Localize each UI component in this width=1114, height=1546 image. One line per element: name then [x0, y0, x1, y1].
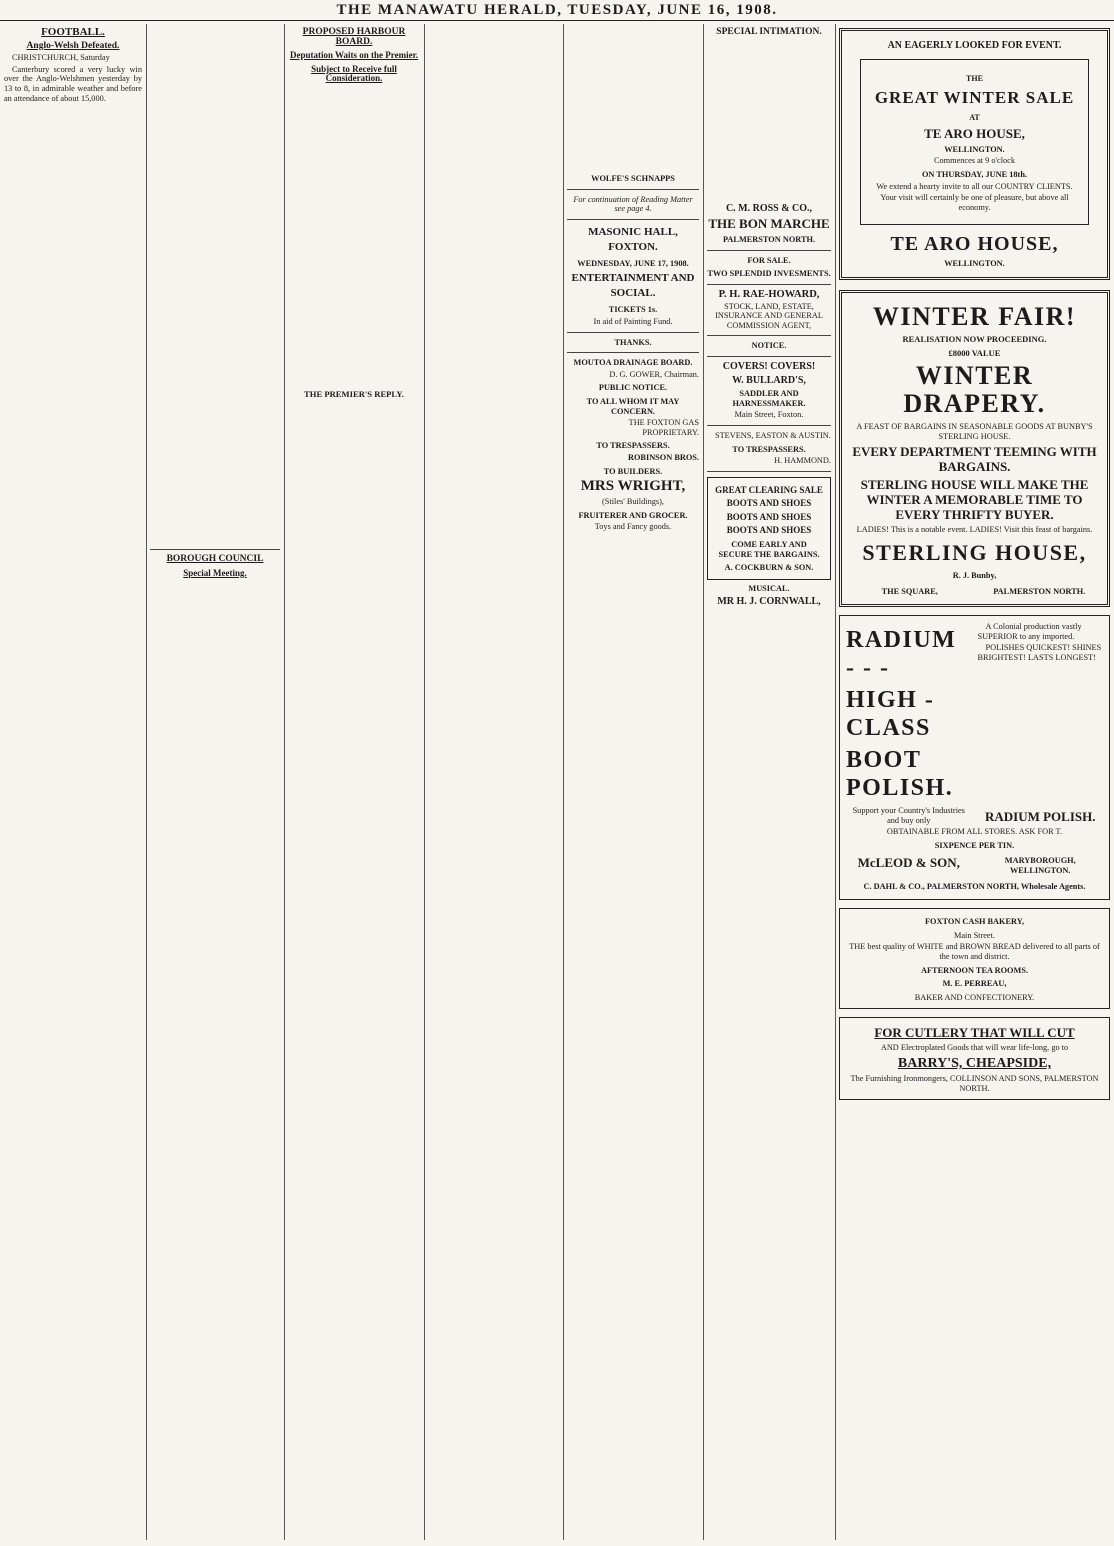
hammond-signoff: H. HAMMOND.: [774, 456, 831, 466]
divider: [150, 549, 280, 550]
te-aro-title: TE ARO HOUSE,: [924, 125, 1025, 141]
sterling-make: STERLING HOUSE WILL MAKE THE WINTER A MEMORABLE TIME TO EVERY THRIFTY BUYER.: [860, 477, 1089, 523]
column-rule: [835, 24, 836, 1540]
bullard-heading: W. BULLARD'S,: [732, 374, 806, 386]
te-aro-footer: TE ARO HOUSE,: [890, 233, 1059, 256]
barrys-title: BARRY'S, CHEAPSIDE,: [897, 1056, 1052, 1071]
aid-note: In aid of Painting Fund.: [593, 316, 673, 326]
maryborough: MARYBOROUGH, WELLINGTON.: [1004, 856, 1076, 876]
rae-heading: P. H. RAE-HOWARD,: [718, 288, 820, 300]
realisation: REALISATION NOW PROCEEDING.: [902, 333, 1047, 344]
subhead: Special Meeting.: [183, 567, 247, 578]
special-intimation: SPECIAL INTIMATION.: [716, 27, 822, 37]
investments: TWO SPLENDID INVESMENTS.: [707, 269, 831, 279]
radium-polish: RADIUM POLISH.: [984, 809, 1096, 825]
square: THE SQUARE,: [881, 586, 938, 596]
obtainable-line: OBTAINABLE FROM ALL STORES. ASK FOR T.: [886, 827, 1063, 837]
hall-heading: MASONIC HALL, FOXTON.: [588, 225, 678, 253]
eagerly-heading: AN EAGERLY LOOKED FOR EVENT.: [887, 40, 1062, 51]
electro-line: AND Electroplated Goods that will wear life-long, go to: [880, 1043, 1069, 1053]
musical-heading: MUSICAL.: [748, 583, 790, 593]
column-rule: [563, 24, 564, 1540]
cornwall-heading: MR H. J. CORNWALL,: [717, 596, 821, 608]
covers-heading: COVERS! COVERS!: [722, 360, 816, 372]
subhead: THE PREMIER'S REPLY.: [304, 388, 404, 399]
column-football: [4, 24, 142, 1540]
boots-line: BOOTS AND SHOES: [726, 511, 812, 522]
commences: Commences at 9 o'clock: [934, 156, 1015, 166]
cutlery-title: FOR CUTLERY THAT WILL CUT: [874, 1025, 1075, 1041]
te-aro-ad: [839, 28, 1110, 280]
winter-fair-ad: [839, 290, 1110, 607]
bakery-text: THE best quality of WHITE and BROWN BREAD delivered to all parts of the town and district.: [849, 942, 1100, 962]
dahl-line: C. DAHL & CO., PALMERSTON NORTH, Wholesale Agents.: [863, 881, 1086, 891]
masthead: THE MANAWATU HERALD, TUESDAY, JUNE 16, 1908.: [0, 0, 1114, 21]
fruiterer-heading: FRUITERER AND GROCER.: [578, 510, 688, 520]
ad-wolfe: WOLFE'S SCHNAPPS: [591, 174, 675, 183]
column-rule: [703, 24, 704, 1540]
continuation-note: For continuation of Reading Matter see page 4.: [573, 194, 693, 214]
palmerston: PALMERSTON NORTH.: [993, 586, 1086, 596]
toys-line: Toys and Fancy goods.: [594, 522, 672, 532]
section-heading: FOOTBALL.: [41, 26, 105, 38]
concern-heading: TO ALL WHOM IT MAY CONCERN.: [586, 396, 680, 416]
ironmongers-line: The Furnishing Ironmongers, COLLINSON AND SONS, PALMERSTON NORTH.: [850, 1074, 1099, 1093]
column-council: [150, 24, 280, 1540]
event-date: WEDNESDAY, JUNE 17, 1908.: [577, 258, 689, 268]
boot-polish-title: BOOT POLISH.: [846, 747, 954, 802]
sixpence-line: SIXPENCE PER TIN.: [934, 840, 1015, 850]
deck: Deputation Waits on the Premier.: [289, 50, 419, 61]
clearing-sale-ad: [707, 477, 831, 580]
perreau-title: M. E. PERREAU,: [942, 979, 1007, 989]
great-winter-sale: GREAT WINTER SALE: [874, 88, 1075, 108]
radium-ad: [839, 615, 1110, 900]
deck: Subject to Receive full Consideration.: [311, 63, 397, 84]
cockburn-signoff: A. COCKBURN & SON.: [724, 563, 814, 573]
visit: Your visit will certainly be one of pleasure, but above all economy.: [880, 193, 1069, 212]
come-early: COME EARLY AND SECURE THE BARGAINS.: [718, 540, 820, 559]
bon-marche: THE BON MARCHE: [708, 216, 830, 232]
radium-title: RADIUM - - -: [846, 627, 957, 682]
column-harbour: [288, 24, 420, 1540]
invite: We extend a hearty invite to all our COUNTRY CLIENTS.: [876, 181, 1073, 191]
perreau-sub: BAKER AND CONFECTIONERY.: [914, 992, 1035, 1002]
lead-paragraph: Canterbury scored a very lucky win over the Anglo-Welshmen yesterday by 13 to 8, in admirable weather and before an attendance of about 15,000.: [4, 64, 142, 103]
wellington: WELLINGTON.: [944, 259, 1005, 269]
builders-heading: TO BUILDERS.: [603, 466, 663, 476]
trespass-heading: TO TRESPASSERS.: [596, 441, 670, 451]
clearing-title: GREAT CLEARING SALE: [715, 484, 823, 495]
drainage-signoff: D. G. GOWER, Chairman.: [609, 369, 699, 379]
the-label: THE: [966, 73, 983, 83]
winter-fair-title: WINTER FAIR!: [872, 301, 1077, 331]
sterling-house-title: STERLING HOUSE,: [862, 539, 1087, 565]
column-rule: [146, 24, 147, 1540]
bakery-street: Main Street.: [953, 930, 995, 940]
mcleod-title: McLEOD & SON,: [857, 855, 960, 871]
wellington: WELLINGTON.: [944, 144, 1005, 154]
teeming-line: EVERY DEPARTMENT TEEMING WITH BARGAINS.: [852, 444, 1097, 475]
rae-sub: STOCK, LAND, ESTATE, INSURANCE AND GENERAL COMMISSION AGENT,: [715, 301, 823, 330]
column-ads-a: [707, 24, 831, 1540]
column-notices: [567, 24, 699, 1540]
headline: BOROUGH COUNCIL: [166, 554, 264, 564]
te-aro-inner: [860, 59, 1089, 226]
column-ads-b: [839, 24, 1110, 1540]
saddler: SADDLER AND HARNESSMAKER.: [732, 389, 806, 408]
support-line: Support your Country's Industries and buy only: [852, 806, 965, 825]
ross-heading: C. M. ROSS & CO.,: [725, 202, 813, 214]
entertainment-heading: ENTERTAINMENT AND SOCIAL.: [571, 272, 695, 300]
tickets: TICKETS 1s.: [608, 305, 658, 315]
bullard-address: Main Street, Foxton.: [734, 410, 804, 420]
for-sale: FOR SALE.: [747, 255, 791, 265]
ladies-line: LADIES! This is a notable event. LADIES! Visit this feast of bargains.: [856, 525, 1093, 535]
bunby: R. J. Bunby,: [952, 570, 997, 580]
bakery-ad: [839, 908, 1110, 1009]
wright-heading: MRS WRIGHT,: [580, 478, 686, 495]
thursday: ON THURSDAY, JUNE 18th.: [921, 169, 1028, 179]
palmerston: PALMERSTON NORTH.: [722, 235, 816, 245]
at-label: AT: [969, 113, 980, 123]
tea-rooms: AFTERNOON TEA ROOMS.: [920, 965, 1029, 975]
stevens-signoff: STEVENS, EASTON & AUSTIN.: [715, 430, 831, 440]
trespassers-heading: TO TRESPASSERS.: [732, 444, 806, 454]
headline: PROPOSED HARBOUR BOARD.: [302, 27, 406, 47]
column-rule: [284, 24, 285, 1540]
thanks-heading: THANKS.: [614, 337, 652, 347]
trespass-signoff: ROBINSON BROS.: [627, 452, 699, 462]
notice-heading: NOTICE.: [751, 341, 787, 351]
gas-signoff: THE FOXTON GAS PROPRIETARY.: [628, 418, 699, 437]
drainage-heading: MOUTOA DRAINAGE BOARD.: [573, 358, 693, 368]
high-class-title: HIGH - CLASS: [846, 687, 935, 742]
notice-heading: PUBLIC NOTICE.: [598, 383, 668, 393]
colonial-line: A Colonial production vastly SUPERIOR to any imported.: [977, 622, 1082, 641]
dateline: CHRISTCHURCH, Saturday: [12, 53, 110, 63]
bakery-title: FOXTON CASH BAKERY,: [924, 917, 1025, 927]
winter-drapery-title: WINTER DRAPERY.: [903, 361, 1046, 419]
value: £8000 VALUE: [948, 347, 1001, 358]
feast-line: A FEAST OF BARGAINS IN SEASONABLE GOODS AT BUNBY'S STERLING HOUSE.: [856, 422, 1093, 441]
boots-line: BOOTS AND SHOES: [726, 498, 812, 509]
boots-line: BOOTS AND SHOES: [726, 525, 812, 536]
polishes-line: POLISHES QUICKEST! SHINES BRIGHTEST! LASTS LONGEST!: [977, 643, 1102, 662]
column-rule: [424, 24, 425, 1540]
cutlery-ad: [839, 1017, 1110, 1100]
headline: Anglo-Welsh Defeated.: [26, 40, 120, 51]
wright-sub: (Stiles' Buildings),: [602, 497, 664, 507]
